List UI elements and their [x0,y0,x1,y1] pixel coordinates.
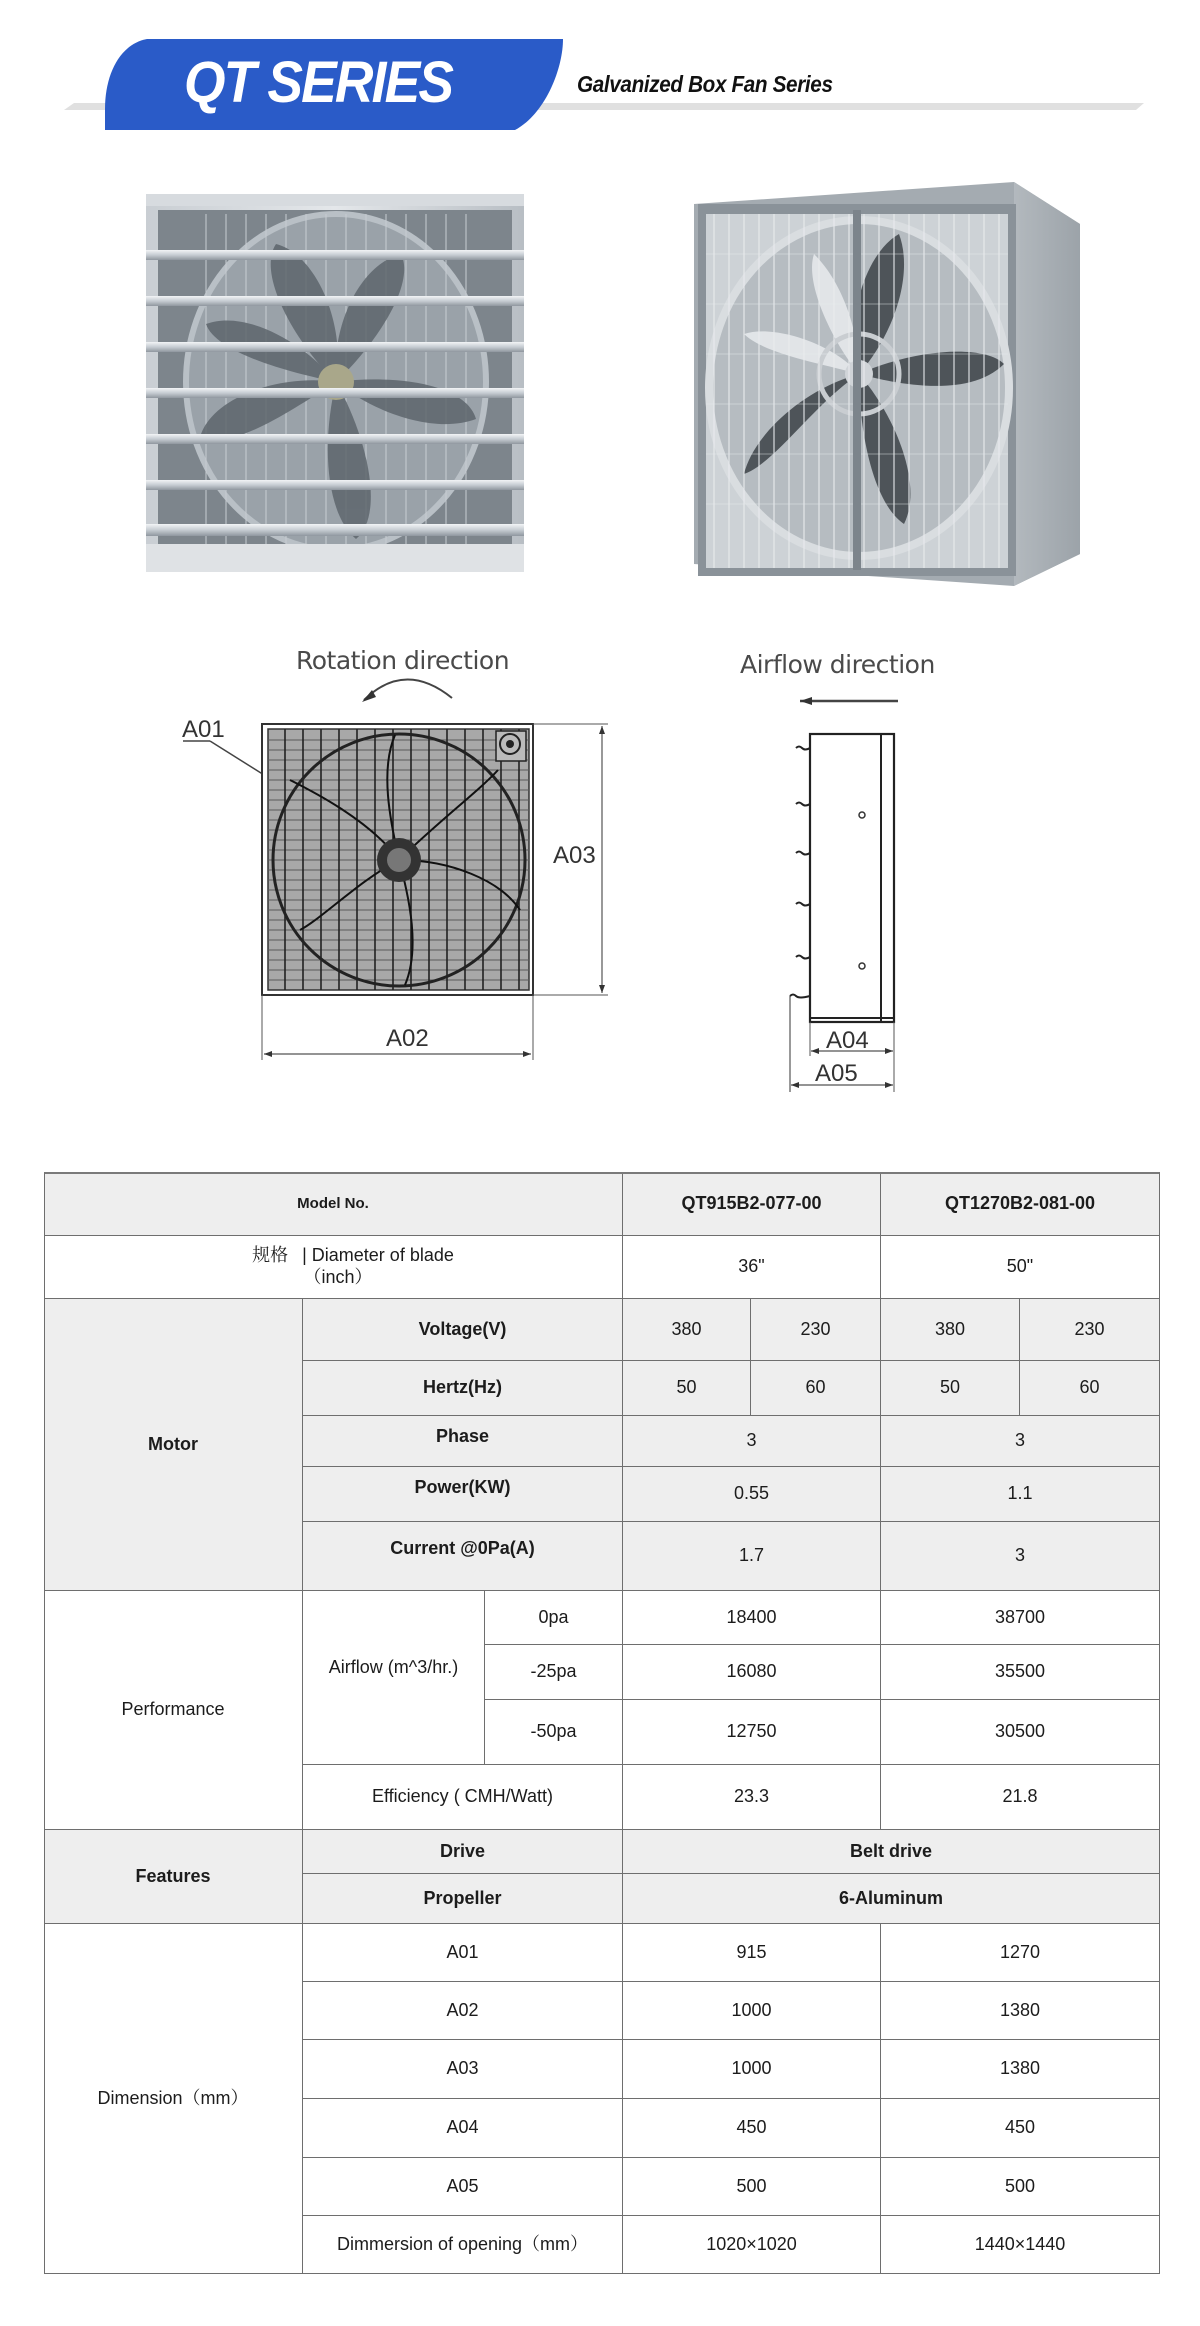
dim-row-value: 500 [623,2158,881,2216]
performance-group-label: Performance [44,1591,303,1830]
fan-photo-louvered [146,194,524,572]
voltage-label: Voltage(V) [303,1299,623,1361]
airflow-value: 35500 [881,1645,1160,1700]
pressure-50pa: -50pa [485,1700,623,1765]
voltage-value: 230 [1020,1299,1160,1361]
drive-value: Belt drive [623,1830,1160,1874]
current-value-2: 3 [881,1522,1160,1591]
dim-row-value: 1380 [881,2040,1160,2099]
dimension-label-a02: A02 [386,1025,429,1052]
dimension-label-a04: A04 [826,1027,869,1054]
diameter-value-1: 36" [623,1236,881,1299]
hertz-label: Hertz(Hz) [303,1361,623,1416]
dim-row-value: 1270 [881,1924,1160,1982]
diameter-label-en: | Diameter of blade [302,1245,454,1266]
propeller-label: Propeller [303,1874,623,1924]
hertz-value: 50 [623,1361,751,1416]
power-value-1: 0.55 [623,1467,881,1522]
series-subtitle: Galvanized Box Fan Series [577,71,833,97]
diameter-label-cn: 规格 [252,1245,289,1266]
dim-row-label: Dimmersion of opening（mm） [303,2216,623,2274]
diameter-unit: （inch） [303,1267,373,1287]
phase-label: Phase [303,1416,623,1467]
dimension-label-a03: A03 [553,842,596,869]
airflow-value: 16080 [623,1645,881,1700]
spec-table [44,1172,1160,2274]
phase-value-1: 3 [623,1416,881,1467]
fan-photo-guarded [684,174,1080,586]
voltage-value: 380 [623,1299,751,1361]
efficiency-label: Efficiency ( CMH/Watt) [303,1765,623,1830]
efficiency-value-2: 21.8 [881,1765,1160,1830]
rotation-direction-label: Rotation direction [296,646,510,675]
airflow-value: 18400 [623,1591,881,1645]
hertz-value: 60 [1020,1361,1160,1416]
voltage-value: 230 [751,1299,881,1361]
model-1-header: QT915B2-077-00 [623,1172,881,1236]
dim-row-value: 1380 [881,1982,1160,2040]
power-value-2: 1.1 [881,1467,1160,1522]
dim-row-value: 450 [623,2099,881,2158]
voltage-value: 380 [881,1299,1020,1361]
rotation-arrow-icon [364,679,452,700]
dim-row-value: 1440×1440 [881,2216,1160,2274]
model-no-header: Model No. [44,1172,623,1236]
hertz-value: 60 [751,1361,881,1416]
diameter-value-2: 50" [881,1236,1160,1299]
propeller-value: 6-Aluminum [623,1874,1160,1924]
technical-drawing [150,630,1000,1110]
features-group-label: Features [44,1830,303,1924]
airflow-value: 30500 [881,1700,1160,1765]
dim-row-value: 500 [881,2158,1160,2216]
airflow-label: Airflow (m^3/hr.) [303,1591,485,1765]
pressure-25pa: -25pa [485,1645,623,1700]
current-value-1: 1.7 [623,1522,881,1591]
dim-row-value: 1020×1020 [623,2216,881,2274]
dim-row-label: A05 [303,2158,623,2216]
model-2-header: QT1270B2-081-00 [881,1172,1160,1236]
dim-row-label: A03 [303,2040,623,2099]
dim-row-value: 1000 [623,1982,881,2040]
power-label: Power(KW) [303,1467,623,1522]
phase-value-2: 3 [881,1416,1160,1467]
pressure-0pa: 0pa [485,1591,623,1645]
drive-label: Drive [303,1830,623,1874]
hertz-value: 50 [881,1361,1020,1416]
current-label: Current @0Pa(A) [303,1522,623,1591]
dim-row-value: 450 [881,2099,1160,2158]
dimension-group-label: Dimension（mm） [44,1924,303,2274]
dim-row-label: A02 [303,1982,623,2040]
airflow-value: 38700 [881,1591,1160,1645]
motor-group-label: Motor [44,1299,303,1591]
series-title: QT SERIES [184,50,453,115]
efficiency-value-1: 23.3 [623,1765,881,1830]
dim-row-value: 915 [623,1924,881,1982]
dim-row-label: A04 [303,2099,623,2158]
diameter-label [44,1236,623,1299]
airflow-direction-label: Airflow direction [740,650,935,679]
dim-row-value: 1000 [623,2040,881,2099]
dim-row-label: A01 [303,1924,623,1982]
airflow-value: 12750 [623,1700,881,1765]
dimension-label-a05: A05 [815,1060,858,1087]
dimension-label-a01: A01 [182,716,225,743]
